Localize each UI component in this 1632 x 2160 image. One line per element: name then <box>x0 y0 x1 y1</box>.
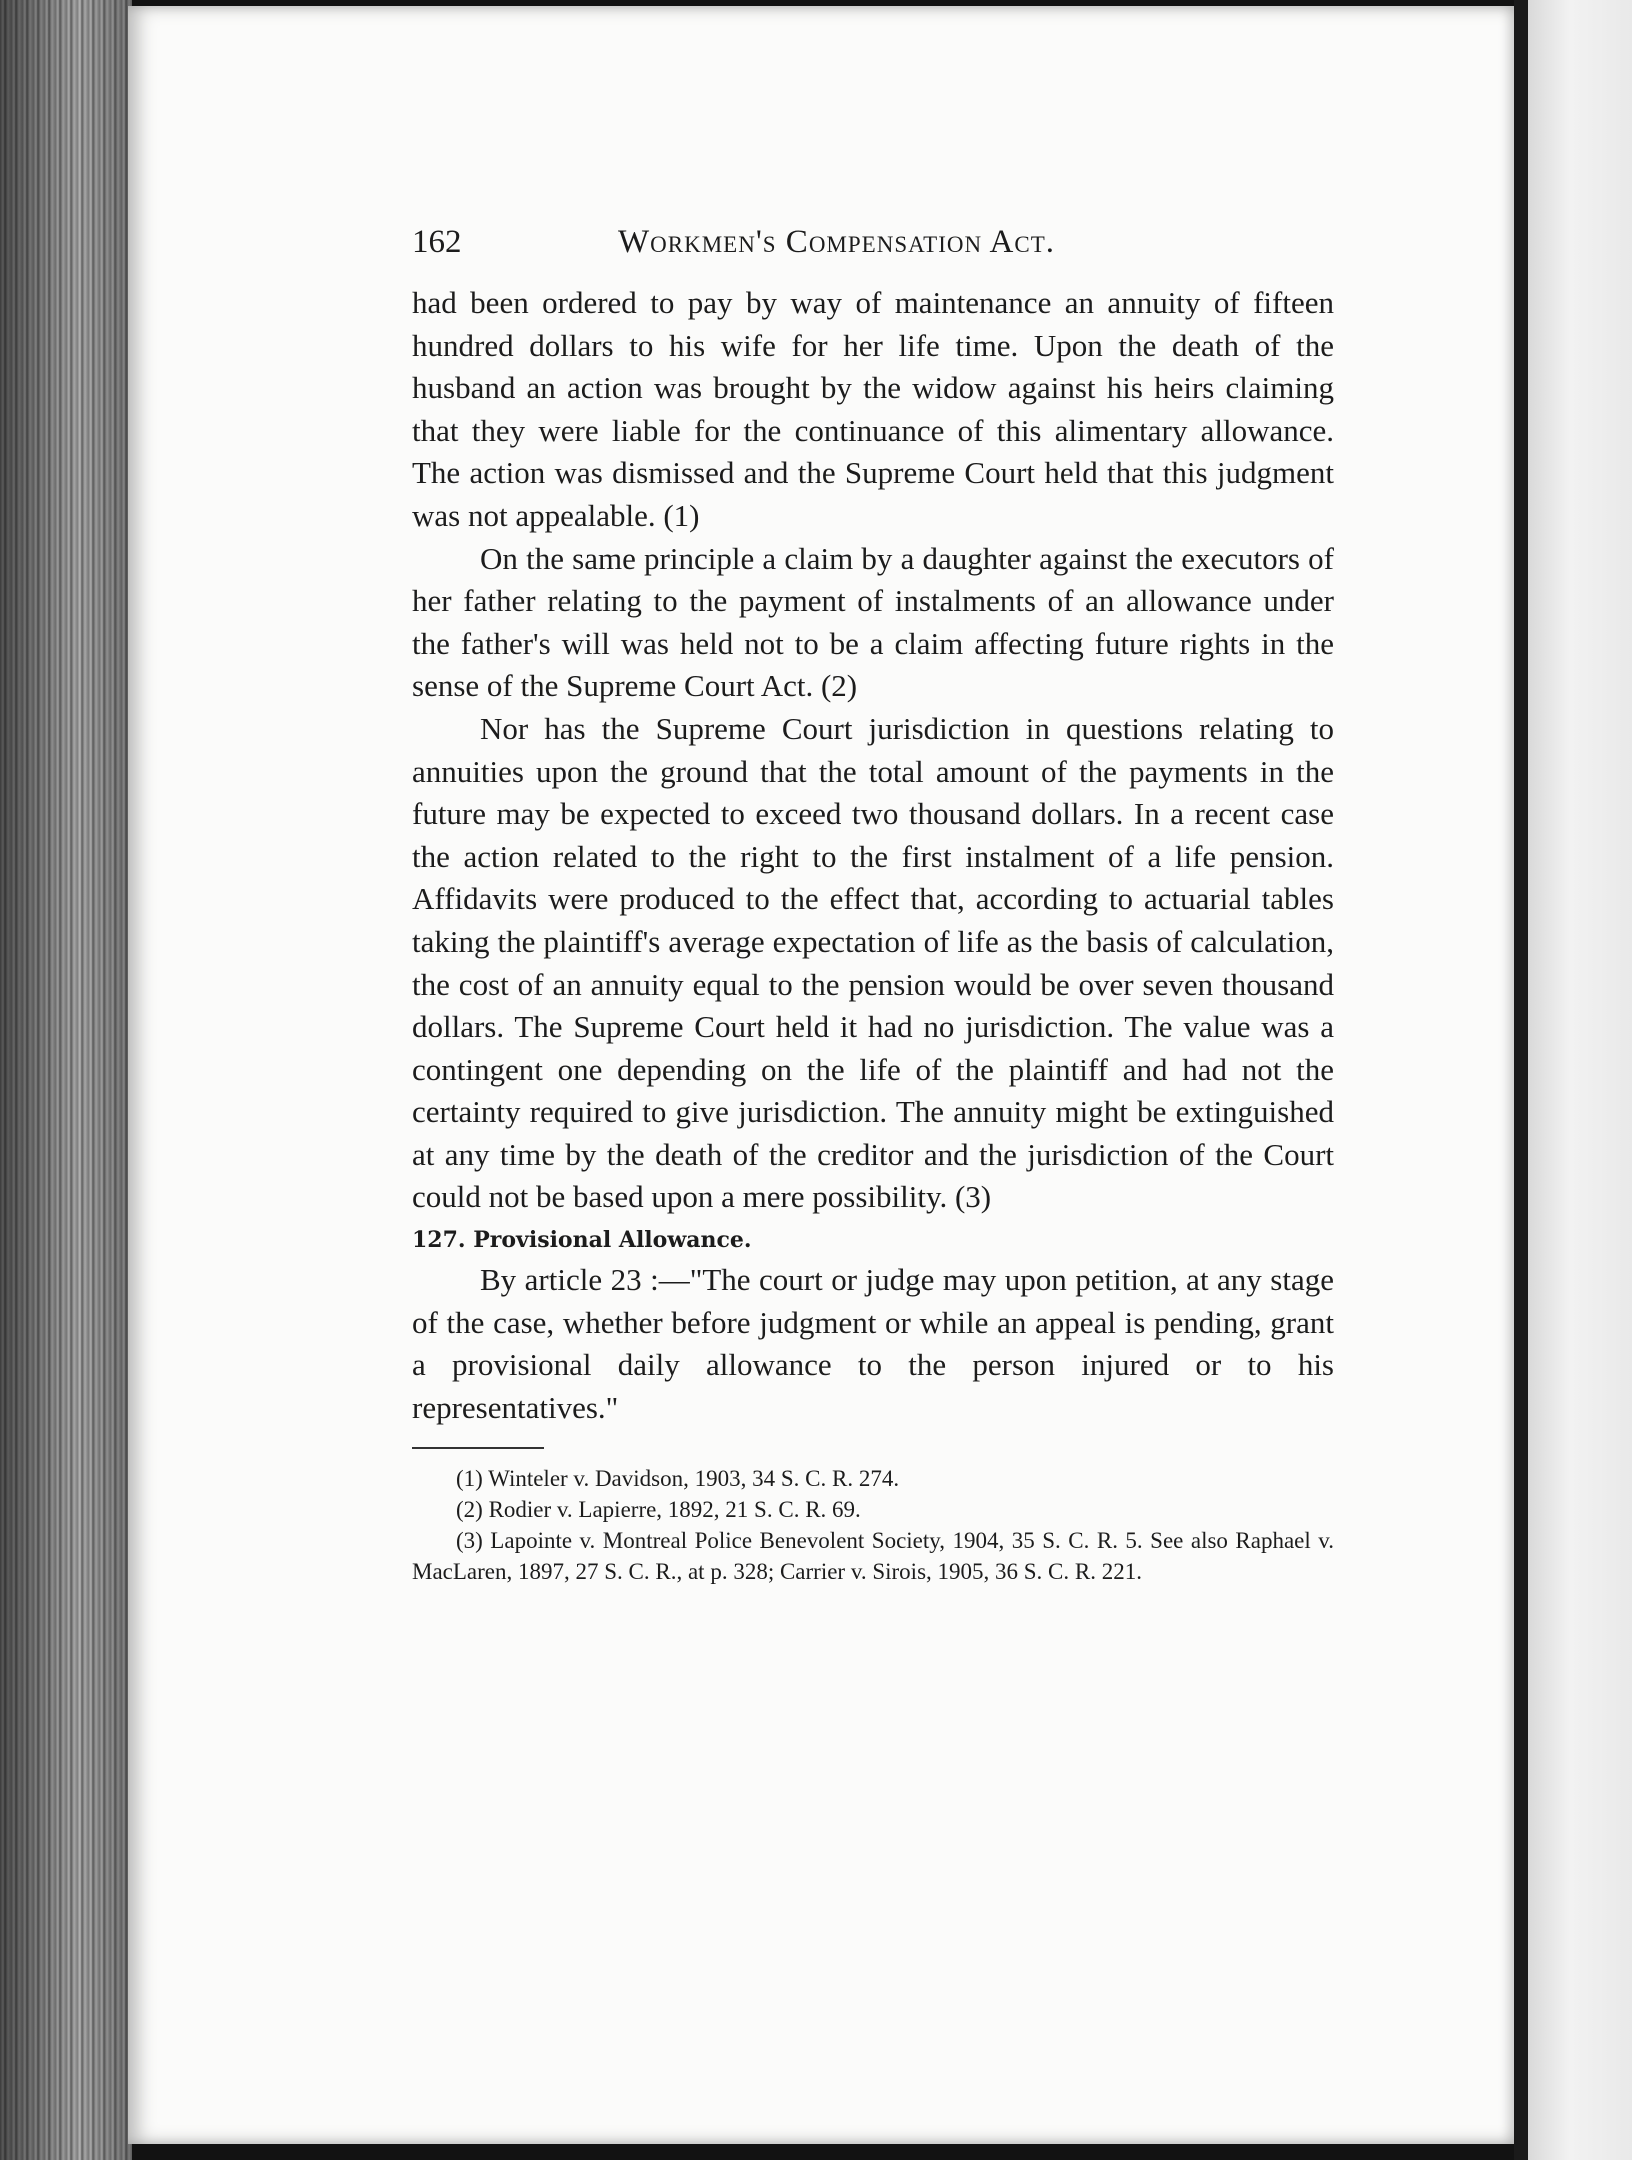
running-head <box>412 222 1334 282</box>
body-text <box>412 282 1334 1429</box>
footnote-1: (1) Winteler v. Davidson, 1903, 34 S. C. R. 274. <box>456 1466 900 1492</box>
page-text-block <box>412 222 1334 1587</box>
page-number: 162 <box>412 224 462 260</box>
paragraph-article-23: By article 23 :—"The court or judge may upon petition, at any stage of the case, whether before judgment or while an appeal is pending, grant a provisional daily allowance to the person injured or to his representatives." <box>412 1262 1334 1425</box>
page-edges-shadow <box>0 0 132 2160</box>
footnote-rule <box>412 1447 544 1449</box>
paragraph-continuation: had been ordered to pay by way of maintenance an annuity of fifteen hundred dollars to his wife for her life time. Upon the death of the husband an action was brought by the widow against his heirs claiming that they were liable for the continuance of this alimentary allowance. The action was dismissed and the Supreme Court held that this judgment was not appealable. (1) <box>412 285 1334 533</box>
footnote-3: (3) Lapointe v. Montreal Police Benevolent Society, 1904, 35 S. C. R. 5. See also Raphael v. MacLaren, 1897, 27 S. C. R., at p. 328; Carrier v. Sirois, 1905, 36 S. C. R. 221. <box>412 1528 1334 1585</box>
footnote-2: (2) Rodier v. Lapierre, 1892, 21 S. C. R. 69. <box>456 1497 861 1523</box>
running-head-title: Workmen's Compensation Act. <box>618 224 1056 260</box>
facing-page-edge <box>1528 0 1632 2160</box>
footnotes <box>412 1463 1334 1587</box>
section-heading: 127. Provisional Allowance. <box>412 1227 752 1254</box>
paragraph-daughter-claim: On the same principle a claim by a daughter against the executors of her father relating to the payment of instalments of an allowance under the father's will was held not to be a claim affecting future rights in the sense of the Supreme Court Act. (2) <box>412 540 1334 704</box>
paragraph-annuities: Nor has the Supreme Court jurisdiction in questions relating to annuities upon the ground that the total amount of the payments in the future may be expected to exceed two thousand dollars. In a recent case the action related to the right to the first instalment of a life pension. Affidavits were produced to the effect that, according to actuarial tables taking the plaintiff's average expectation of life as the basis of calculation, the cost of an annuity equal to the pension would be over seven thousand dollars. The Supreme Court held it had no jurisdiction. The value was a contingent one depending on the life of the plaintiff and had not the certainty required to give jurisdiction. The annuity might be extinguished at any time by the death of the creditor and the jurisdiction of the Court could not be based upon a mere possibility. (3) <box>412 710 1334 1215</box>
book-gutter <box>1514 0 1528 2160</box>
